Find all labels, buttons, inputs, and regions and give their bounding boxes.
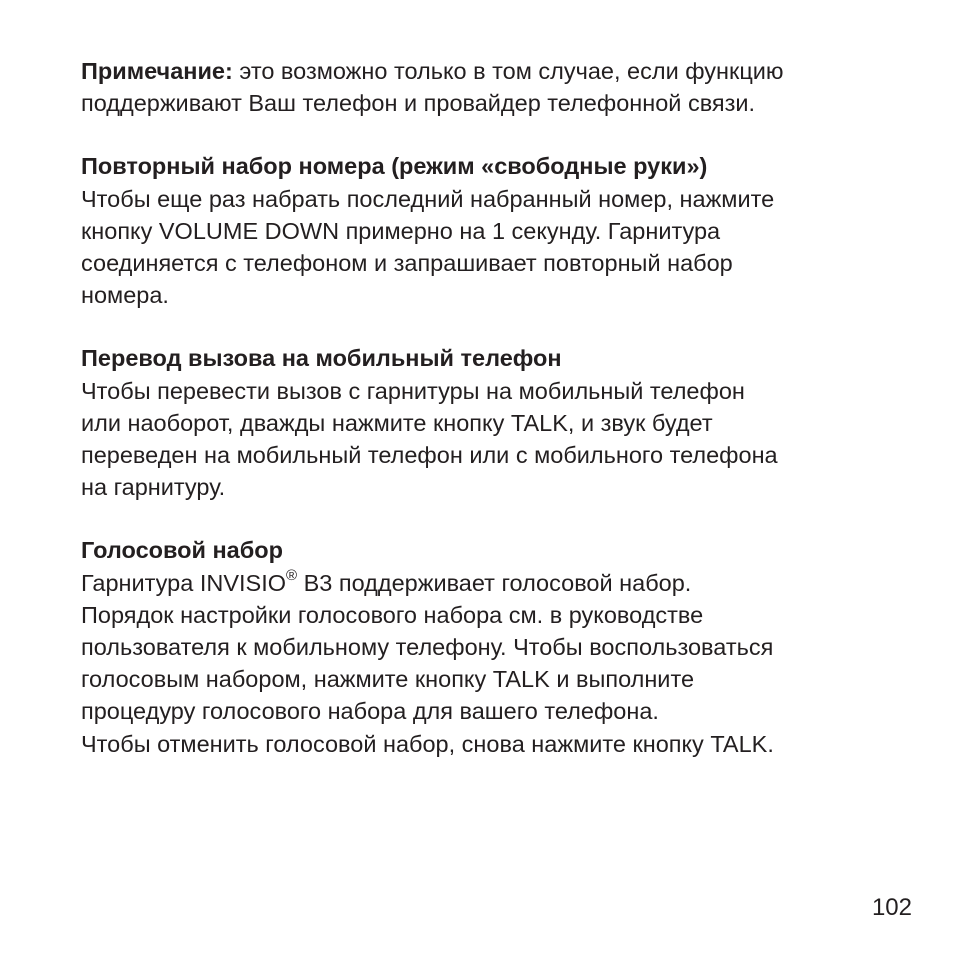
voice-dial-product-rest: B3 поддерживает голосовой набор. [297, 569, 692, 596]
voice-dial-line: Порядок настройки голосового набора см. в руководстве [81, 601, 704, 628]
voice-dial-line-1 [81, 567, 901, 599]
page-number: 102 [871, 894, 912, 921]
manual-page-body [81, 55, 901, 760]
redial-heading: Повторный набор номера (режим «свободные руки») [81, 153, 708, 180]
section-spacer [81, 119, 901, 150]
transfer-line: на гарнитуру. [81, 474, 226, 501]
transfer-line: или наоборот, дважды нажмите кнопку TALK, и звук будет [81, 409, 713, 436]
section-spacer [81, 503, 901, 534]
transfer-line: Чтобы перевести вызов с гарнитуры на мобильный телефон [81, 377, 745, 404]
voice-dial-line: голосовым набором, нажмите кнопку TALK и выполните [81, 666, 695, 693]
voice-dial-line: пользователя к мобильному телефону. Чтобы воспользоваться [81, 634, 774, 661]
note-label: Примечание: [81, 58, 233, 84]
voice-dial-product-text: Гарнитура INVISIO [81, 569, 287, 596]
voice-dial-heading: Голосовой набор [81, 537, 283, 564]
transfer-line: переведен на мобильный телефон или с мобильного телефона [81, 442, 778, 469]
note-line-1 [81, 55, 901, 87]
redial-line: Чтобы еще раз набрать последний набранный номер, нажмите [81, 185, 775, 212]
redial-line: соединяется с телефоном и запрашивает повторный набор [81, 250, 733, 277]
voice-dial-line: процедуру голосового набора для вашего телефона. [81, 698, 659, 725]
note-line-2: поддерживают Ваш телефон и провайдер телефонной связи. [81, 90, 756, 117]
section-spacer [81, 311, 901, 342]
voice-dial-line: Чтобы отменить голосовой набор, снова нажмите кнопку TALK. [81, 730, 774, 757]
redial-line: номера. [81, 282, 169, 309]
redial-line: кнопку VOLUME DOWN примерно на 1 секунду. Гарнитура [81, 217, 721, 244]
transfer-heading: Перевод вызова на мобильный телефон [81, 345, 562, 372]
note-text-1: это возможно только в том случае, если функцию [232, 58, 784, 84]
registered-mark: ® [286, 566, 298, 584]
